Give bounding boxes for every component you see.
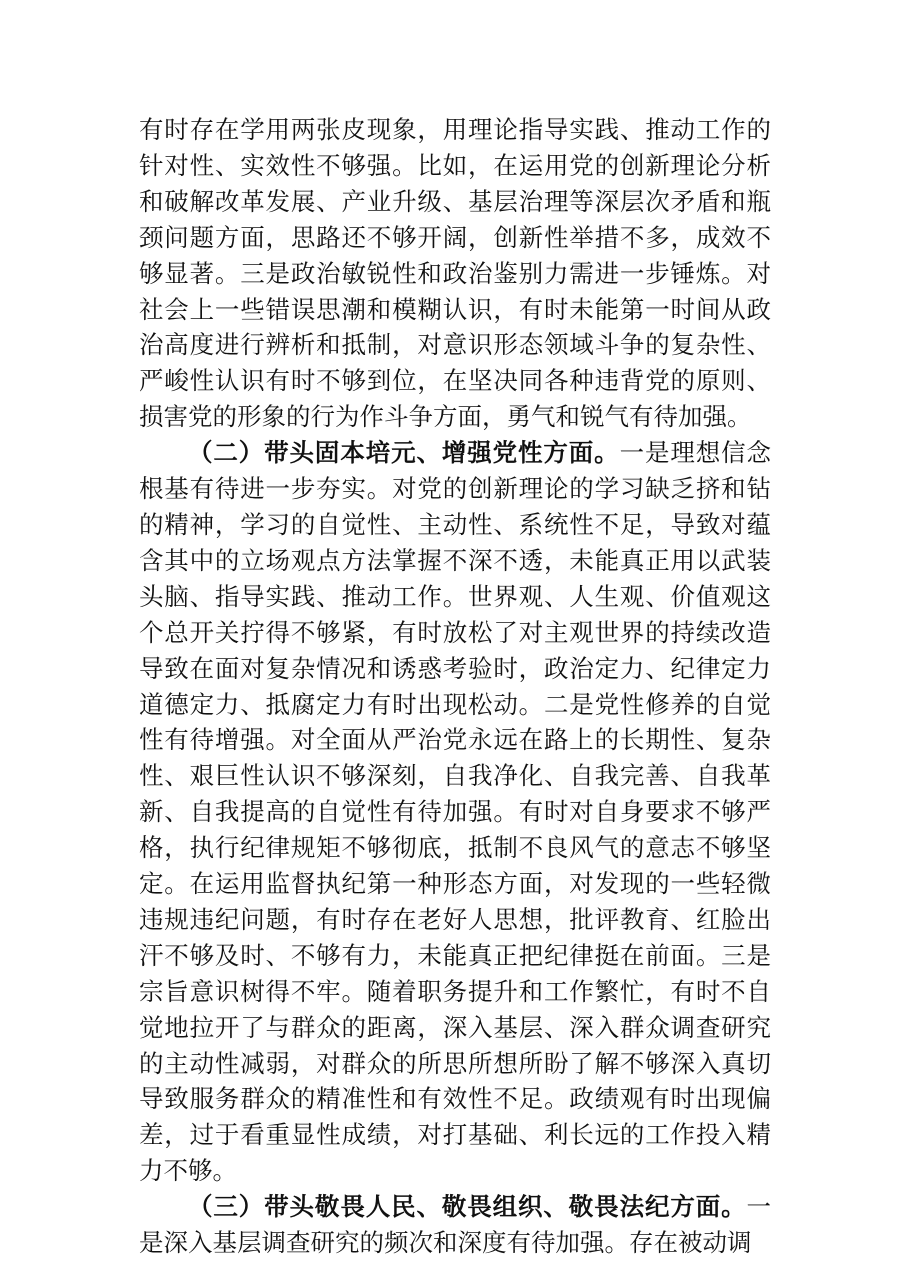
paragraph-section-3 [139, 1189, 771, 1261]
section-heading: （三）带头敬畏人民、敬畏组织、敬畏法纪方面。 [188, 1192, 747, 1222]
paragraph-text: 一是深入基层调查研究的频次和深度有待加强。存在被动调 [139, 1192, 771, 1258]
section-heading: （二）带头固本培元、增强党性方面。 [188, 438, 620, 468]
paragraph-text: 有时存在学用两张皮现象，用理论指导实践、推动工作的针对性、实效性不够强。比如，在运用党的创新理论分析和破解改革发展、产业升级、基层治理等深层次矛盾和瓶颈问题方面，思路还不够开阔，创新性举措不多，成效不够显著。三是政治敏锐性和政治鉴别力需进一步锤炼。对社会上一些错误思潮和模糊认识，有时未能第一时间从政治高度进行辨析和抵制，对意识形态领域斗争的复杂性、严峻性认识有时不够到位，在坚决同各种违背党的原则、损害党的形象的行为作斗争方面，勇气和锐气有待加强。 [139, 115, 771, 432]
document-body [139, 112, 771, 1261]
paragraph-text: 一是理想信念根基有待进一步夯实。对党的创新理论的学习缺乏挤和钻的精神，学习的自觉性、主动性、系统性不足，导致对蕴含其中的立场观点方法掌握不深不透，未能真正用以武装头脑、指导实践、推动工作。世界观、人生观、价值观这个总开关拧得不够紧，有时放松了对主观世界的持续改造导致在面对复杂情况和诱惑考验时，政治定力、纪律定力道德定力、抵腐定力有时出现松动。二是党性修养的自觉性有待增强。对全面从严治党永远在路上的长期性、复杂性、艰巨性认识不够深刻，自我净化、自我完善、自我革新、自我提高的自觉性有待加强。有时对自身要求不够严格，执行纪律规矩不够彻底，抵制不良风气的意志不够坚定。在运用监督执纪第一种形态方面，对发现的一些轻微违规违纪问题，有时存在老好人思想，批评教育、红脸出汗不够及时、不够有力，未能真正把纪律挺在前面。三是宗旨意识树得不牢。随着职务提升和工作繁忙，有时不自觉地拉开了与群众的距离，深入基层、深入群众调查研究的主动性减弱，对群众的所思所想所盼了解不够深入真切导致服务群众的精准性和有效性不足。政绩观有时出现偏差，过于看重显性成绩，对打基础、利长远的工作投入精力不够。 [139, 438, 772, 1186]
paragraph-section-2 [139, 435, 771, 1189]
paragraph-continued [139, 112, 771, 435]
